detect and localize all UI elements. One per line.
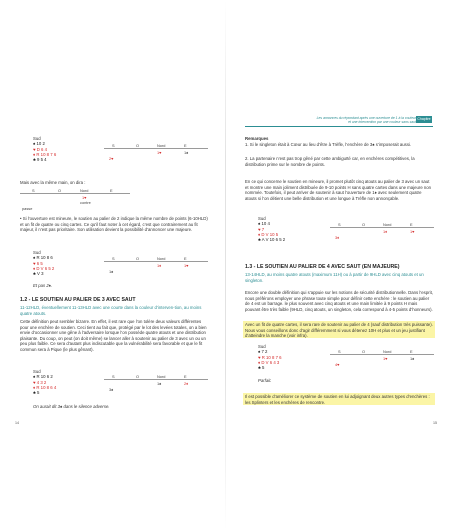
col-header: O — [136, 256, 140, 261]
hearts-holding: ♥ D 6 4 — [33, 146, 48, 152]
bid: passe — [22, 206, 33, 211]
remark-2: 2. La partenaire n’est pas trop gêné par cette ambiguïté car, en enchères compétitives, la distribution prime sur le nombre de points. — [245, 156, 415, 167]
col-header: E — [410, 349, 413, 354]
col-header: O — [362, 349, 366, 354]
running-title-line2: et une intervention par une couleur sans saut — [348, 120, 416, 125]
bid: 3♦ — [335, 235, 340, 240]
paragraph: • Si l’ouverture est mineure, le soutien au palier de 2 indique la même nombre de points (6-10HLD) et un fit de quatre ou cinq cartes. Ce qu’il faut noter à cet égard, c’est que contrairement au fit majeur, il n’est pas prioritaire. Son utilisation devient la possibilité d’annoncer une majeure. — [20, 216, 208, 232]
bid: 1♥ — [157, 150, 162, 155]
hearts-holding: ♥ 6 5 — [33, 260, 43, 266]
col-header: O — [362, 222, 366, 227]
col-header: Nord — [383, 349, 392, 354]
bridge-hand — [33, 250, 54, 276]
clubs-holding: ♣ A V 10 6 5 2 — [258, 237, 286, 243]
remark-1: 1. Si le singleton était à Cœur au lieu d’être à Trèfle, l’enchère de 3♠ s’imposerait aussi. — [245, 142, 412, 147]
bid: 2♥ — [109, 156, 114, 161]
remarks-title: Remarques — [245, 136, 269, 141]
bid: 1♥ — [383, 356, 388, 361]
running-header — [286, 116, 416, 124]
table-rule — [104, 261, 208, 262]
bid: 1♠ — [157, 381, 162, 386]
table-rule — [330, 227, 434, 228]
spades-holding: ♠ R 10 6 2 — [33, 374, 53, 380]
bid: 1♥ — [184, 263, 189, 268]
bidding-table — [104, 256, 208, 278]
clubs-holding: ♣ 5 — [258, 365, 265, 371]
table-rule — [330, 354, 434, 355]
hand-title: Sud — [33, 250, 41, 255]
col-header: S — [32, 188, 35, 193]
section-heading: 1.3 - LE SOUTIEN AU PALIER DE 4 AVEC SAUT (EN MAJEURE) — [245, 264, 400, 270]
page-number: 14 — [15, 421, 19, 425]
bid: 3♠ — [109, 387, 114, 392]
bid: contre — [80, 200, 91, 205]
paragraph: Cette définition peut sembler bizarre. En effet, il est rare que l’on tolère deux valeurs différentes pour une enchère de soutien. Ceci tient au fait que, protégé par le lot des levées totales, on a bien envie d’occasionner une gêne à l’adversaire lorsque l’on possède quatre atouts et une distribution plaisante. Du coup, on peut (on doit même) se lancer aller à soutenir au palier de 3 avec un ou un peu plus faible. Ce sera d’autant plus indiscutable que la vulnérabilité sera favorable et que le fit commun sera à Pique (le plus gênant). — [20, 319, 207, 352]
bidding-table — [330, 349, 434, 371]
col-header: O — [136, 143, 140, 148]
bidding-table — [104, 143, 208, 165]
col-header: Nord — [157, 374, 166, 379]
bidding-table — [330, 222, 434, 244]
diamonds-holding: ♦ D V 10 5 — [258, 231, 279, 237]
bidding-table — [104, 374, 208, 396]
hand-title: Sud — [33, 136, 41, 141]
clubs-holding: ♣ 9 5 4 — [33, 157, 47, 163]
chapter-tab: Chapitre — [417, 117, 431, 121]
col-header: S — [112, 256, 115, 261]
col-header: E — [184, 256, 187, 261]
col-header: Nord — [157, 256, 166, 261]
spades-holding: ♠ 10 2 — [33, 141, 45, 147]
header-rule — [245, 126, 433, 127]
spades-holding: ♠ R 10 8 6 — [33, 255, 53, 261]
diamonds-holding: ♦ D V 6 4 3 — [258, 359, 280, 365]
bid: 1♦ — [383, 229, 388, 234]
bridge-hand — [33, 369, 56, 395]
book-gutter — [225, 0, 226, 530]
bid: 1♠ — [410, 356, 415, 361]
col-header: S — [112, 374, 115, 379]
running-title-line1: Les annonces du répondant après une ouverture de 1 à la couleur — [316, 116, 416, 120]
diamonds-holding: ♦ R 10 8 6 4 — [33, 384, 57, 390]
page-number: 15 — [433, 421, 437, 425]
col-header: Nord — [157, 143, 166, 148]
section-heading: 1.2 - LE SOUTIEN AU PALIER DE 3 AVEC SAUT — [20, 297, 136, 303]
clubs-holding: ♣ V 3 — [33, 271, 44, 277]
clubs-holding: ♣ 5 — [33, 390, 40, 396]
spades-holding: ♠ 7 2 — [258, 349, 268, 355]
bridge-hand — [33, 136, 56, 162]
col-header: E — [110, 188, 113, 193]
col-header: S — [338, 222, 341, 227]
section-intro: 11-12HLD, éventuellement 11-13HLD avec une courte dans la couleur d’interven-tion, au moins quatre atouts. — [20, 305, 202, 316]
col-header: S — [112, 143, 115, 148]
note: Et pas 2♦. — [33, 283, 53, 288]
bid: 1♠ — [109, 269, 114, 274]
hand-title: Sud — [33, 369, 41, 374]
note: On aurait dit 3♠ dans le silence adverse. — [33, 404, 110, 409]
bid: 4♥ — [335, 362, 340, 367]
paragraph — [245, 290, 433, 312]
spades-holding: ♠ 10 4 — [258, 221, 270, 227]
table-rule — [20, 193, 130, 194]
diamonds-holding: ♦ R 10 8 7 6 — [33, 151, 57, 157]
diamonds-holding: ♦ D V 6 5 2 — [33, 265, 55, 271]
col-header: O — [136, 374, 140, 379]
bid: 1♥ — [410, 229, 415, 234]
bid: 1♠ — [184, 150, 189, 155]
col-header: Nord — [383, 222, 392, 227]
bridge-hand — [258, 216, 285, 242]
hearts-holding: ♥ R 10 8 7 6 — [258, 354, 282, 360]
paragraph: En ce qui concerne le soutien en mineure, il promet plutôt cinq atouts au palier de 3 avec un saut et montre une main joliment distribuée de 9-10 points H sans quatre cartes dans une majeure non nommée. Toutefois, il peut arriver de soutenir à saut l’ouverture de 1♦ avec seulement quatre atouts si l’on détient une belle distribution et une longue à Trèfle non annonçable. — [245, 179, 432, 201]
table-rule — [104, 379, 208, 380]
col-header: E — [410, 222, 413, 227]
bid: 1♦ — [157, 263, 162, 268]
col-header: E — [184, 143, 187, 148]
highlighted-paragraph: Il est possible d’améliorer ce système de soutien en lui adjoignant deux autres types d’enchères : les Splinters et les enchères de rencontre. — [245, 394, 430, 405]
bid: 2♦ — [184, 381, 189, 386]
col-header: O — [58, 188, 62, 193]
paragraph: Mais avec la même main, on dira : — [20, 180, 86, 185]
bidding-table — [20, 188, 130, 212]
bridge-hand — [258, 344, 282, 370]
hearts-holding: ♥ 7 — [258, 226, 265, 232]
col-header: E — [184, 374, 187, 379]
hearts-holding: ♥ 4 3 2 — [33, 379, 47, 385]
paragraph-text: Encore une double définition qui s’appuie sur les notions de sécurité distributionnelle. Dans l’esprit, nous préférons employer une phrase toute simple pour définir cette enchère : le soutien au palier de 4 est un barrage. le plus souvent avec cinq atouts et une main limitée à 9 points H mais pouvant être très faible (9HLD, cinq atouts, un singleton, cela correspond à 4-5 points d’honneurs). — [245, 290, 433, 312]
bid: 1♥ — [82, 195, 87, 200]
table-rule — [104, 148, 208, 149]
note: Parfait. — [258, 378, 272, 383]
col-header: Nord — [80, 188, 89, 193]
col-header: S — [338, 349, 341, 354]
hand-title: Sud — [258, 216, 266, 221]
highlighted-paragraph: Avec un fit de quatre cartes, il sera rare de soutenir au palier de 4 (sauf distribution très puissante). Nous vous conseillons donc d’agir différemment si vous détenez 10H et plus et un jeu justifiant d’atteindre la manche (voir infra). — [245, 322, 433, 338]
section-intro: 13-14HLD, au moins quatre atouts (maximum 11H) ou à partir de 9HLD avec cinq atouts et un singleton. — [245, 272, 424, 283]
hand-title: Sud — [258, 344, 266, 349]
